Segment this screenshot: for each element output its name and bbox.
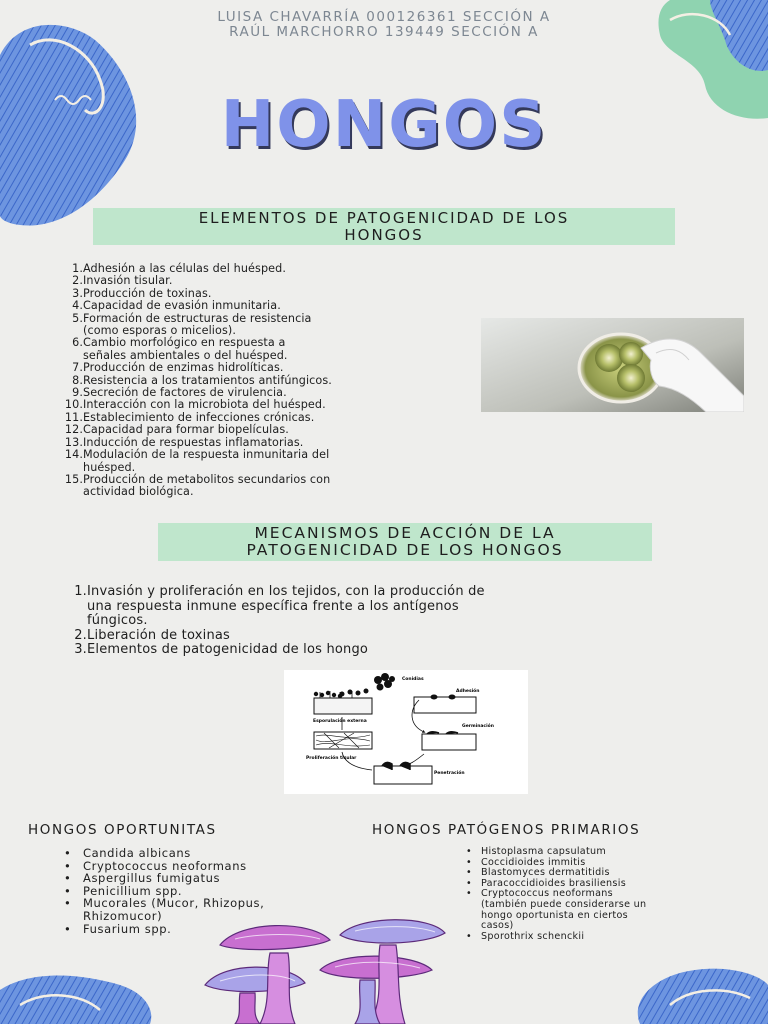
item-text: Inducción de respuestas inflamatorias. — [83, 435, 304, 449]
item-text: Histoplasma capsulatum — [481, 846, 607, 857]
item-number: 15. — [64, 472, 83, 486]
bullet-icon: • — [64, 871, 72, 886]
item-number: 14. — [64, 448, 83, 462]
item-text — [83, 337, 454, 362]
pathogenicity-diagram — [284, 670, 528, 794]
label-adhesion: Adhesión — [456, 689, 480, 694]
section-heading-mecanismos — [158, 523, 652, 561]
item-number: 13. — [64, 435, 83, 449]
item-text — [83, 449, 454, 474]
item-number: 12. — [64, 423, 83, 437]
item-number: 9. — [72, 386, 83, 400]
mecanismos-list — [60, 585, 670, 658]
item-line: fúngicos. — [87, 613, 148, 628]
item-text: Producción de enzimas hidrolíticas. — [83, 361, 284, 375]
item-text: Resistencia a los tratamientos antifúngicos. — [83, 373, 332, 387]
item-number: 8. — [72, 373, 83, 387]
label-esporulacion: Esporulación externa — [313, 719, 367, 724]
primarios-list — [466, 847, 744, 942]
list-item — [54, 399, 454, 411]
patogenicidad-list — [54, 263, 454, 499]
bullet-icon: • — [466, 856, 472, 868]
bullet-icon: • — [466, 888, 472, 900]
authors — [0, 10, 768, 40]
item-text: Cryptococcus neoformans — [83, 858, 247, 873]
item-text: Capacidad para formar biopelículas. — [83, 423, 289, 437]
item-number: 5. — [72, 311, 83, 325]
item-text: Producción de toxinas. — [83, 286, 212, 300]
item-number: 7. — [72, 361, 83, 375]
item-line: casos) — [481, 920, 514, 932]
item-number: 2. — [72, 274, 83, 288]
label-conidias: Conidias — [402, 677, 424, 682]
item-text: Secreción de factores de virulencia. — [83, 386, 287, 400]
list-item — [64, 923, 329, 936]
item-text: Capacidad de evasión inmunitaria. — [83, 299, 281, 313]
item-line: una respuesta inmune específica frente a los antígenos — [87, 598, 459, 614]
petri-dish-photo — [481, 318, 744, 412]
item-text: Aspergillus fumigatus — [83, 871, 221, 886]
label-germinacion: Germinación — [462, 724, 494, 729]
item-text — [83, 474, 454, 499]
list-item — [54, 449, 454, 474]
bullet-icon: • — [466, 877, 472, 889]
item-number: 3. — [74, 642, 87, 657]
section-heading-line: PATOGENICIDAD DE LOS HONGOS — [246, 541, 564, 559]
item-line: Producción de metabolitos secundarios con — [83, 472, 331, 486]
page-title: HONGOS — [220, 88, 548, 162]
item-line: Rhizomucor) — [83, 908, 163, 923]
list-item — [64, 847, 329, 860]
item-text — [83, 313, 454, 338]
item-text: Candida albicans — [83, 846, 191, 860]
item-number: 11. — [64, 410, 83, 424]
item-text: Elementos de patogenicidad de los hongo — [87, 642, 369, 657]
hongos-oportunistas-heading: HONGOS OPORTUNITAS — [28, 822, 217, 838]
item-text: Sporothrix schenckii — [481, 930, 585, 942]
item-line: huésped. — [83, 460, 136, 474]
item-number: 3. — [72, 286, 83, 300]
item-text: Fusarium spp. — [83, 921, 172, 936]
bottom-right-blue-blob — [610, 960, 768, 1024]
bullet-icon: • — [64, 883, 72, 898]
list-item — [54, 275, 454, 287]
list-item — [54, 337, 454, 362]
item-number: 1. — [72, 262, 83, 275]
item-text: Adhesión a las células del huésped. — [83, 262, 286, 275]
bullet-icon: • — [64, 858, 72, 873]
item-line: Formación de estructuras de resistencia — [83, 311, 312, 325]
bullet-icon: • — [64, 846, 72, 860]
item-line: Invasión y proliferación en los tejidos, con la producción de — [87, 584, 485, 599]
item-line: Modulación de la respuesta inmunitaria del — [83, 448, 330, 462]
item-text — [481, 889, 744, 931]
item-number: 10. — [64, 398, 83, 412]
item-number: 4. — [72, 299, 83, 313]
list-item — [54, 474, 454, 499]
list-item — [64, 872, 329, 885]
label-proliferacion: Proliferación tisular — [306, 756, 357, 761]
item-text: Liberación de toxinas — [87, 627, 231, 643]
bullet-icon: • — [466, 867, 472, 879]
authors-line-2: RAÚL MARCHORRO 139449 SECCIÓN A — [229, 24, 539, 40]
item-text: Invasión tisular. — [83, 274, 173, 288]
bullet-icon: • — [64, 921, 72, 936]
list-item — [466, 889, 744, 931]
item-text: Paracoccidioides brasiliensis — [481, 877, 626, 889]
bullet-icon: • — [466, 846, 472, 857]
bullet-icon: • — [466, 930, 472, 942]
bottom-left-blue-blob — [0, 965, 160, 1024]
list-item — [60, 629, 670, 644]
list-item — [64, 897, 329, 922]
label-penetracion: Penetración — [434, 771, 465, 776]
oportunistas-list — [64, 847, 329, 935]
section-heading-line: HONGOS — [344, 226, 424, 244]
item-text: Penicillium spp. — [83, 883, 183, 898]
bullet-icon: • — [64, 896, 72, 911]
item-text: Establecimiento de infecciones crónicas. — [83, 410, 315, 424]
item-text: Coccidioides immitis — [481, 856, 586, 868]
section-heading-line: MECANISMOS DE ACCIÓN DE LA — [254, 524, 556, 542]
item-number: 6. — [72, 336, 83, 350]
item-text: Blastomyces dermatitidis — [481, 867, 610, 879]
list-item — [60, 585, 670, 629]
item-line: señales ambientales o del huésped. — [83, 348, 288, 362]
item-line: Cryptococcus neoformans — [481, 888, 613, 900]
list-item — [60, 643, 670, 658]
list-item — [54, 313, 454, 338]
item-number: 2. — [74, 627, 87, 643]
item-text — [83, 897, 264, 922]
section-heading-patogenicidad — [93, 208, 675, 245]
item-line: hongo oportunista en ciertos — [481, 909, 628, 921]
item-text: Interacción con la microbiota del huésped. — [83, 398, 326, 412]
list-item — [466, 847, 744, 858]
item-line: Cambio morfológico en respuesta a — [83, 336, 286, 350]
item-number: 1. — [74, 584, 87, 599]
item-line: actividad biológica. — [83, 485, 194, 499]
hongos-primarios-heading: HONGOS PATÓGENOS PRIMARIOS — [372, 822, 641, 838]
item-text — [87, 585, 670, 629]
item-line: Mucorales (Mucor, Rhizopus, — [83, 896, 265, 911]
item-line: (como esporas o micelios). — [83, 324, 237, 338]
item-line: (también puede considerarse un — [481, 898, 647, 910]
list-item — [54, 424, 454, 436]
authors-line-1: LUISA CHAVARRÍA 000126361 SECCIÓN A — [217, 9, 551, 25]
list-item — [466, 932, 744, 943]
section-heading-line: ELEMENTOS DE PATOGENICIDAD DE LOS — [198, 209, 570, 227]
list-item — [54, 362, 454, 374]
